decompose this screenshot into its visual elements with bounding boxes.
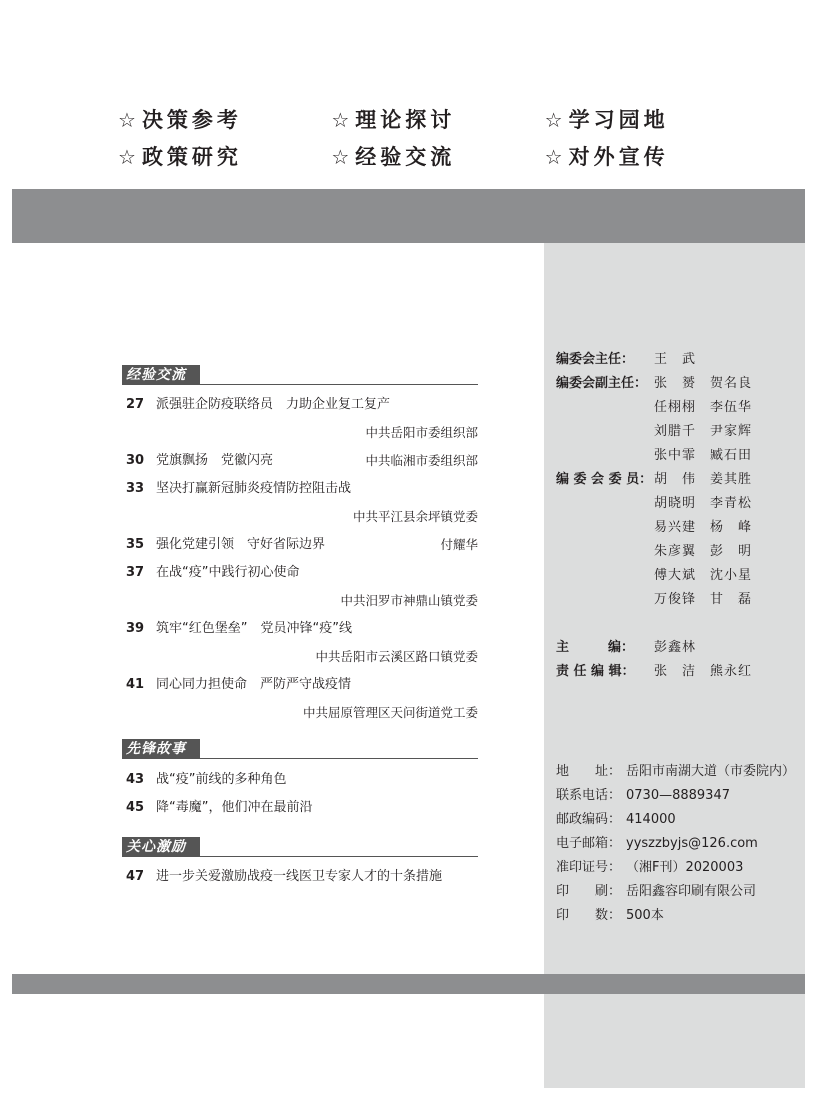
board-row [556,396,796,420]
section-label: 关心激励 [122,837,200,857]
entry-title: 同心同力担使命 严防严守战疫情 [156,677,352,692]
entry-title: 进一步关爱激励战疫一线医卫专家人才的十条措施 [156,869,443,884]
board-names: 任栩栩 李伍华 [654,400,753,415]
board-row [556,420,796,444]
entry-title: 党旗飘扬 党徽闪亮 [156,453,274,468]
board-role: 编委会主任： [556,352,635,367]
topic-item: ☆ 学习园地 [544,107,669,132]
topic-list [118,100,758,174]
contact-value: 岳阳鑫容印刷有限公司 [626,884,757,899]
entry-title: 强化党建引领 守好省际边界 [156,537,326,552]
page-number: 41 [126,677,145,692]
board-role: 主 编： [556,640,635,655]
contact-value: 500本 [626,908,664,923]
board-names: 傅大斌 沈小星 [654,568,753,583]
entry-source: 中共屈原管理区天问街道党工委 [302,705,478,720]
board-row [556,372,796,396]
star-icon: ☆ [118,144,136,169]
star-icon: ☆ [544,144,563,169]
board-row [556,636,796,660]
board-row [556,348,796,372]
contact-key: 印 数： [556,908,622,923]
section-header [122,738,478,759]
board-role: 编委会副主任： [556,376,648,391]
star-icon: ☆ [544,107,563,132]
entry-title: 降“毒魔”，他们冲在最前沿 [156,800,313,815]
contact-value: yyszzbyjs@126.com [626,836,758,851]
entry-title: 坚决打赢新冠肺炎疫情防控阻击战 [156,481,352,496]
board-names: 张中霏 臧石田 [654,448,753,463]
board-row [556,612,796,636]
board-role: 责 任 编 辑： [556,664,635,679]
page-number: 33 [126,481,145,496]
topic-item: ☆ 政策研究 [118,144,242,169]
contact-key: 邮政编码： [556,812,622,827]
entry-title: 派强驻企防疫联络员 力助企业复工复产 [156,397,391,412]
contact-value: 414000 [626,812,676,827]
topic-item: ☆ 理论探讨 [331,107,456,132]
toc-entry[interactable] [126,800,478,816]
board-names: 王 武 [654,352,697,367]
board-names: 彭鑫林 [654,640,697,655]
entry-title: 战“疫”前线的多种角色 [156,772,287,787]
topic-item: ☆ 对外宣传 [544,144,669,169]
topic-row [118,137,758,174]
toc-entry[interactable] [126,621,478,637]
topic-row [118,100,758,137]
entry-title: 在战“疫”中践行初心使命 [156,565,300,580]
toc-entry[interactable] [126,772,478,788]
star-icon: ☆ [331,144,350,169]
section-label: 先锋故事 [122,739,200,759]
entry-source: 中共岳阳市委组织部 [365,425,478,440]
page-number: 30 [126,453,145,468]
topic-item: ☆ 决策参考 [118,107,242,132]
section-header [122,364,478,385]
toc-entry[interactable] [126,565,478,581]
contact-key: 联系电话： [556,788,622,803]
entry-source: 中共临湘市委组织部 [365,453,478,468]
board-row [556,588,796,612]
board-row [556,564,796,588]
toc-entry[interactable] [126,397,478,413]
section-header [122,836,478,857]
contact-value: 0730—8889347 [626,788,730,803]
page-number: 37 [126,565,145,580]
contact-key: 准印证号： [556,860,622,875]
board-row [556,660,796,684]
page-number: 27 [126,397,145,412]
bottom-band [12,974,805,994]
board-row [556,540,796,564]
entry-source: 中共平江县余坪镇党委 [352,509,478,524]
board-names: 张 洁 熊永红 [654,664,753,679]
page-number: 47 [126,869,145,884]
board-row [556,444,796,468]
board-names: 胡 伟 姜其胜 [654,472,753,487]
toc-entry[interactable] [126,453,478,469]
board-row [556,516,796,540]
board-row [556,468,796,492]
toc-entry[interactable] [126,481,478,497]
board-names: 易兴建 杨 峰 [654,520,753,535]
board-names: 朱彦翼 彭 明 [654,544,753,559]
entry-source: 中共汨罗市神鼎山镇党委 [340,593,478,608]
page-number: 43 [126,772,145,787]
board-names: 万俊锋 甘 磊 [654,592,753,607]
star-icon: ☆ [331,107,350,132]
board-row [556,492,796,516]
contact-key: 电子邮箱： [556,836,622,851]
contact-key: 地 址： [556,764,622,779]
entry-title: 筑牢“红色堡垒” 党员冲锋“疫”线 [156,621,352,636]
star-icon: ☆ [118,107,136,132]
board-names: 刘腊千 尹家辉 [654,424,753,439]
topic-item: ☆ 经验交流 [331,144,456,169]
board-role: 编 委 会 委 员： [556,472,653,487]
entry-source: 付耀华 [440,537,478,552]
contact-value: 岳阳市南湖大道（市委院内） [626,764,796,779]
section-label: 经验交流 [122,365,200,385]
toc-entry[interactable] [126,677,478,693]
toc-entry[interactable] [126,537,478,553]
top-band [12,189,805,243]
contact-value: （湘F刊）2020003 [626,860,744,875]
page-number: 45 [126,800,145,815]
page-number: 35 [126,537,145,552]
entry-source: 中共岳阳市云溪区路口镇党委 [315,649,478,664]
page-number: 39 [126,621,145,636]
toc-entry[interactable] [126,869,478,885]
board-names: 张 赟 贺名良 [654,376,753,391]
board-names: 胡晓明 李青松 [654,496,753,511]
editorial-board [556,348,796,684]
contact-key: 印 刷： [556,884,622,899]
